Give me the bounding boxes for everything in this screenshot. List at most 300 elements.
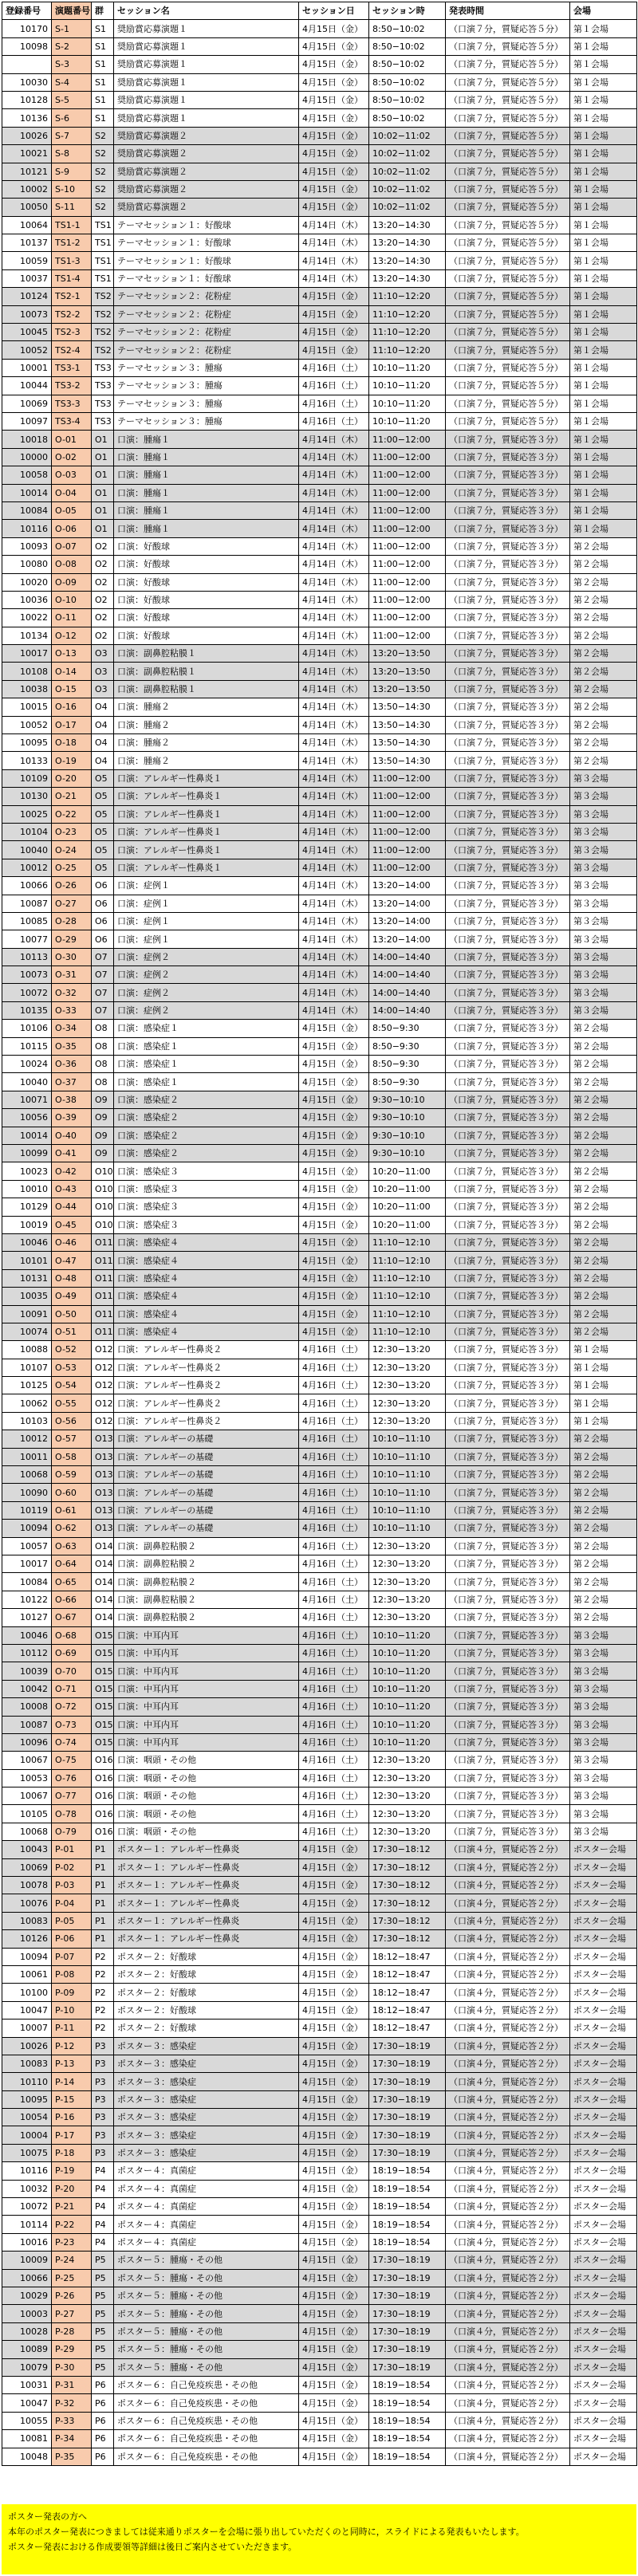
cell-time: 10:10−11:10 <box>369 1520 446 1537</box>
cell-session-name: 口演：感染症３ <box>114 1198 299 1216</box>
cell-code: S-10 <box>52 180 92 198</box>
cell-reg-no: 10094 <box>2 1948 52 1965</box>
cell-venue: ポスター会場 <box>570 2341 637 2358</box>
cell-time: 18:12−18:47 <box>369 2001 446 2019</box>
cell-reg-no: 10017 <box>2 645 52 663</box>
cell-date: 4月16日（土） <box>299 1769 369 1787</box>
cell-slot: （口演４分，質疑応答２分） <box>446 2090 570 2108</box>
cell-venue: 第１会場 <box>570 145 637 163</box>
cell-session-name: 口演：感染症４ <box>114 1323 299 1340</box>
cell-group: O15 <box>92 1733 114 1751</box>
cell-venue: 第３会場 <box>570 1752 637 1769</box>
cell-code: O-66 <box>52 1591 92 1608</box>
note-body: 本年のポスター発表につきましては従来通りポスターを会場に張り出していただくのと同時に，スライドによる発表もいたします。 <box>8 2527 525 2537</box>
table-row <box>2 288 637 305</box>
cell-session-name: 口演：アレルギー性鼻炎１ <box>114 788 299 805</box>
cell-venue: ポスター会場 <box>570 2252 637 2269</box>
cell-code: O-77 <box>52 1787 92 1805</box>
table-row <box>2 2180 637 2197</box>
cell-reg-no: 10106 <box>2 1020 52 1037</box>
cell-slot: （口演７分，質疑応答３分） <box>446 1180 570 1198</box>
cell-time: 13:20−14:30 <box>369 252 446 269</box>
cell-date: 4月15日（金） <box>299 2020 369 2037</box>
cell-date: 4月15日（金） <box>299 1145 369 1162</box>
table-row <box>2 91 637 108</box>
cell-code: P-03 <box>52 1877 92 1894</box>
cell-slot: （口演７分，質疑応答３分） <box>446 877 570 895</box>
cell-group: P1 <box>92 1841 114 1858</box>
cell-session-name: 口演：アレルギー性鼻炎１ <box>114 805 299 823</box>
cell-group: P4 <box>92 2198 114 2216</box>
cell-session-name: ポスター２：好酸球 <box>114 1965 299 1983</box>
cell-venue: 第２会場 <box>570 556 637 573</box>
table-row <box>2 2144 637 2161</box>
cell-session-name: 口演：好酸球 <box>114 573 299 591</box>
cell-venue: 第２会場 <box>570 1305 637 1323</box>
cell-reg-no: 10104 <box>2 823 52 840</box>
cell-group: O2 <box>92 609 114 627</box>
cell-session-name: 口演：アレルギー性鼻炎２ <box>114 1394 299 1412</box>
cell-session-name: ポスター５：腫瘍・その他 <box>114 2305 299 2322</box>
cell-session-name: 口演：感染症４ <box>114 1252 299 1269</box>
cell-code: TS2-1 <box>52 288 92 305</box>
cell-reg-no: 10087 <box>2 1716 52 1733</box>
table-row <box>2 2322 637 2340</box>
cell-time: 11:10−12:10 <box>369 1269 446 1287</box>
cell-group: S1 <box>92 109 114 127</box>
cell-reg-no: 10039 <box>2 1662 52 1680</box>
cell-group: P2 <box>92 1984 114 2001</box>
cell-venue: 第２会場 <box>570 663 637 680</box>
cell-code: P-18 <box>52 2144 92 2161</box>
cell-reg-no: 10019 <box>2 1216 52 1233</box>
table-row <box>2 73 637 91</box>
note-footer: ポスター発表における作成要領等詳細は後日ご案内させていただきます。 <box>8 2542 297 2552</box>
cell-code: O-23 <box>52 823 92 840</box>
cell-code: O-46 <box>52 1233 92 1251</box>
cell-group: P3 <box>92 2126 114 2144</box>
cell-session-name: 口演：副鼻腔粘膜２ <box>114 1555 299 1572</box>
cell-group: O6 <box>92 895 114 912</box>
cell-time: 12:30−13:20 <box>369 1377 446 1394</box>
cell-slot: （口演７分，質疑応答３分） <box>446 1805 570 1823</box>
cell-venue: 第２会場 <box>570 573 637 591</box>
cell-slot: （口演７分，質疑応答３分） <box>446 1698 570 1716</box>
cell-date: 4月15日（金） <box>299 2322 369 2340</box>
cell-venue: 第１会場 <box>570 501 637 519</box>
cell-code: TS2-2 <box>52 305 92 323</box>
cell-time: 17:30−18:19 <box>369 2073 446 2090</box>
cell-time: 18:12−18:47 <box>369 1965 446 1983</box>
cell-time: 17:30−18:19 <box>369 2287 446 2305</box>
cell-venue: 第１会場 <box>570 448 637 466</box>
cell-venue: 第２会場 <box>570 1056 637 1073</box>
cell-reg-no: 10002 <box>2 180 52 198</box>
cell-code: TS1-3 <box>52 252 92 269</box>
cell-date: 4月16日（土） <box>299 377 369 395</box>
cell-date: 4月15日（金） <box>299 1288 369 1305</box>
cell-venue: ポスター会場 <box>570 2109 637 2126</box>
cell-slot: （口演７分，質疑応答３分） <box>446 1823 570 1840</box>
cell-session-name: 奨励賞応募演題１ <box>114 109 299 127</box>
cell-code: S-8 <box>52 145 92 163</box>
cell-date: 4月14日（木） <box>299 252 369 269</box>
cell-date: 4月14日（木） <box>299 769 369 787</box>
cell-group: TS1 <box>92 269 114 287</box>
cell-time: 12:30−13:20 <box>369 1609 446 1626</box>
cell-venue: ポスター会場 <box>570 1858 637 1876</box>
cell-code: O-24 <box>52 841 92 859</box>
cell-venue: 第３会場 <box>570 769 637 787</box>
cell-venue: 第２会場 <box>570 1162 637 1180</box>
cell-session-name: 口演：好酸球 <box>114 627 299 644</box>
cell-reg-no: 10136 <box>2 109 52 127</box>
cell-code: O-75 <box>52 1752 92 1769</box>
cell-venue: 第２会場 <box>570 1180 637 1198</box>
cell-session-name: 口演：腫瘍２ <box>114 698 299 716</box>
cell-group: O11 <box>92 1305 114 1323</box>
cell-venue: 第２会場 <box>570 680 637 698</box>
cell-venue: 第２会場 <box>570 1109 637 1127</box>
cell-group: P3 <box>92 2109 114 2126</box>
cell-slot: （口演７分，質疑応答３分） <box>446 805 570 823</box>
cell-date: 4月15日（金） <box>299 199 369 216</box>
cell-slot: （口演７分，質疑応答３分） <box>446 1573 570 1591</box>
table-row <box>2 1680 637 1697</box>
cell-code: P-01 <box>52 1841 92 1858</box>
cell-reg-no: 10129 <box>2 1198 52 1216</box>
cell-reg-no: 10097 <box>2 412 52 430</box>
cell-reg-no: 10128 <box>2 91 52 108</box>
cell-date: 4月15日（金） <box>299 2109 369 2126</box>
cell-group: O16 <box>92 1769 114 1787</box>
cell-venue: 第１会場 <box>570 377 637 395</box>
cell-session-name: 口演：副鼻腔粘膜２ <box>114 1591 299 1608</box>
cell-session-name: テーマセッション２：花粉症 <box>114 288 299 305</box>
cell-venue: 第１会場 <box>570 234 637 252</box>
cell-code: O-21 <box>52 788 92 805</box>
table-row <box>2 1127 637 1144</box>
table-row <box>2 859 637 876</box>
cell-time: 17:30−18:19 <box>369 2341 446 2358</box>
cell-slot: （口演７分，質疑応答５分） <box>446 37 570 55</box>
col-code: 演題番号 <box>52 2 92 20</box>
cell-group: O14 <box>92 1573 114 1591</box>
cell-time: 11:00−12:00 <box>369 627 446 644</box>
cell-slot: （口演４分，質疑応答２分） <box>446 2341 570 2358</box>
cell-reg-no: 10115 <box>2 1037 52 1055</box>
cell-reg-no: 10103 <box>2 1412 52 1430</box>
cell-date: 4月14日（木） <box>299 609 369 627</box>
cell-date: 4月14日（木） <box>299 698 369 716</box>
table-row <box>2 1305 637 1323</box>
cell-date: 4月16日（土） <box>299 1644 369 1662</box>
cell-reg-no: 10134 <box>2 627 52 644</box>
cell-time: 8:50−10:02 <box>369 109 446 127</box>
cell-venue: 第２会場 <box>570 716 637 733</box>
cell-venue: 第２会場 <box>570 1216 637 1233</box>
cell-date: 4月16日（土） <box>299 1680 369 1697</box>
cell-slot: （口演７分，質疑応答３分） <box>446 1733 570 1751</box>
cell-date: 4月14日（木） <box>299 877 369 895</box>
cell-code: TS1-1 <box>52 216 92 234</box>
table-row <box>2 1877 637 1894</box>
table-row <box>2 841 637 859</box>
cell-slot: （口演７分，質疑応答３分） <box>446 1769 570 1787</box>
cell-slot: （口演７分，質疑応答３分） <box>446 609 570 627</box>
table-row <box>2 1769 637 1787</box>
cell-group: O10 <box>92 1162 114 1180</box>
cell-venue: 第３会場 <box>570 805 637 823</box>
cell-slot: （口演４分，質疑応答２分） <box>446 2216 570 2233</box>
cell-group: O3 <box>92 645 114 663</box>
cell-group: O12 <box>92 1412 114 1430</box>
cell-venue: ポスター会場 <box>570 2073 637 2090</box>
cell-date: 4月15日（金） <box>299 2180 369 2197</box>
cell-code: S-11 <box>52 199 92 216</box>
cell-group: O5 <box>92 859 114 876</box>
cell-time: 11:00−12:00 <box>369 788 446 805</box>
cell-venue: 第１会場 <box>570 1412 637 1430</box>
cell-slot: （口演４分，質疑応答２分） <box>446 2126 570 2144</box>
cell-time: 13:20−13:50 <box>369 680 446 698</box>
cell-reg-no: 10068 <box>2 1823 52 1840</box>
cell-code: P-24 <box>52 2252 92 2269</box>
cell-session-name: 口演：感染症３ <box>114 1216 299 1233</box>
cell-session-name: ポスター１：アレルギー性鼻炎 <box>114 1894 299 1912</box>
table-row <box>2 1912 637 1929</box>
table-row <box>2 573 637 591</box>
cell-code: S-5 <box>52 91 92 108</box>
cell-group: P2 <box>92 1965 114 1983</box>
cell-time: 17:30−18:12 <box>369 1894 446 1912</box>
cell-group: O15 <box>92 1626 114 1644</box>
cell-reg-no: 10053 <box>2 1769 52 1787</box>
cell-group: P3 <box>92 2055 114 2072</box>
cell-slot: （口演４分，質疑応答２分） <box>446 2198 570 2216</box>
cell-time: 18:12−18:47 <box>369 1948 446 1965</box>
cell-time: 17:30−18:19 <box>369 2126 446 2144</box>
cell-date: 4月15日（金） <box>299 2269 369 2287</box>
cell-session-name: ポスター３：感染症 <box>114 2055 299 2072</box>
cell-code: P-30 <box>52 2358 92 2376</box>
cell-time: 14:00−14:40 <box>369 1001 446 1019</box>
cell-slot: （口演７分，質疑応答３分） <box>446 1591 570 1608</box>
cell-date: 4月14日（木） <box>299 448 369 466</box>
cell-venue: 第３会場 <box>570 984 637 1001</box>
cell-date: 4月15日（金） <box>299 2090 369 2108</box>
cell-time: 8:50−9:30 <box>369 1056 446 1073</box>
cell-venue: 第２会場 <box>570 1091 637 1108</box>
cell-reg-no: 10009 <box>2 2252 52 2269</box>
cell-code: O-59 <box>52 1466 92 1484</box>
cell-slot: （口演４分，質疑応答２分） <box>446 1877 570 1894</box>
cell-time: 12:30−13:20 <box>369 1537 446 1555</box>
cell-time: 12:30−13:20 <box>369 1555 446 1572</box>
cell-date: 4月15日（金） <box>299 2448 369 2465</box>
cell-reg-no: 10055 <box>2 2412 52 2429</box>
cell-code: O-43 <box>52 1180 92 1198</box>
cell-slot: （口演７分，質疑応答３分） <box>446 1555 570 1572</box>
cell-slot: （口演７分，質疑応答５分） <box>446 341 570 359</box>
cell-session-name: ポスター４：真菌症 <box>114 2233 299 2251</box>
cell-reg-no: 10078 <box>2 1877 52 1894</box>
cell-venue: 第３会場 <box>570 1698 637 1716</box>
cell-date: 4月15日（金） <box>299 2412 369 2429</box>
cell-group: O10 <box>92 1180 114 1198</box>
cell-time: 10:10−11:10 <box>369 1430 446 1448</box>
cell-time: 18:19−18:54 <box>369 2180 446 2197</box>
cell-slot: （口演７分，質疑応答３分） <box>446 1787 570 1805</box>
cell-time: 13:20−14:30 <box>369 216 446 234</box>
cell-slot: （口演４分，質疑応答２分） <box>446 2322 570 2340</box>
cell-code: O-16 <box>52 698 92 716</box>
cell-venue: ポスター会場 <box>570 2216 637 2233</box>
cell-session-name: 奨励賞応募演題２ <box>114 180 299 198</box>
cell-date: 4月16日（土） <box>299 412 369 430</box>
cell-slot: （口演４分，質疑応答２分） <box>446 2305 570 2322</box>
cell-code: O-65 <box>52 1573 92 1591</box>
cell-code: O-12 <box>52 627 92 644</box>
cell-time: 13:20−14:30 <box>369 269 446 287</box>
cell-time: 11:10−12:10 <box>369 1252 446 1269</box>
cell-date: 4月15日（金） <box>299 1073 369 1091</box>
cell-code: O-13 <box>52 645 92 663</box>
cell-time: 14:00−14:40 <box>369 948 446 966</box>
cell-group: P4 <box>92 2216 114 2233</box>
cell-code: O-54 <box>52 1377 92 1394</box>
table-row <box>2 788 637 805</box>
cell-time: 11:00−12:00 <box>369 573 446 591</box>
cell-venue: 第１会場 <box>570 37 637 55</box>
cell-venue: 第１会場 <box>570 91 637 108</box>
cell-venue: ポスター会場 <box>570 2180 637 2197</box>
cell-time: 18:19−18:54 <box>369 2233 446 2251</box>
cell-group: O8 <box>92 1037 114 1055</box>
cell-time: 13:50−14:30 <box>369 734 446 752</box>
cell-slot: （口演７分，質疑応答５分） <box>446 234 570 252</box>
cell-session-name: ポスター５：腫瘍・その他 <box>114 2322 299 2340</box>
cell-time: 18:12−18:47 <box>369 1984 446 2001</box>
cell-slot: （口演７分，質疑応答３分） <box>446 698 570 716</box>
cell-venue: 第１会場 <box>570 466 637 484</box>
cell-group: O11 <box>92 1233 114 1251</box>
cell-slot: （口演７分，質疑応答３分） <box>446 1145 570 1162</box>
cell-session-name: 口演：感染症４ <box>114 1233 299 1251</box>
table-row <box>2 37 637 55</box>
cell-venue: 第３会場 <box>570 859 637 876</box>
cell-group: P6 <box>92 2430 114 2448</box>
table-row <box>2 2037 637 2055</box>
cell-session-name: 口演：好酸球 <box>114 609 299 627</box>
table-row <box>2 2109 637 2126</box>
cell-date: 4月16日（土） <box>299 1484 369 1501</box>
cell-reg-no: 10026 <box>2 2037 52 2055</box>
cell-venue: 第３会場 <box>570 1680 637 1697</box>
cell-reg-no: 10030 <box>2 73 52 91</box>
cell-code: O-14 <box>52 663 92 680</box>
table-row <box>2 341 637 359</box>
cell-reg-no: 10084 <box>2 501 52 519</box>
cell-date: 4月15日（金） <box>299 1198 369 1216</box>
cell-session-name: 口演：副鼻腔粘膜１ <box>114 645 299 663</box>
cell-session-name: ポスター５：腫瘍・その他 <box>114 2287 299 2305</box>
cell-venue: 第２会場 <box>570 1466 637 1484</box>
cell-group: S1 <box>92 73 114 91</box>
cell-time: 12:30−13:20 <box>369 1752 446 1769</box>
cell-slot: （口演７分，質疑応答５分） <box>446 145 570 163</box>
cell-time: 17:30−18:19 <box>369 2252 446 2269</box>
cell-reg-no: 10113 <box>2 948 52 966</box>
cell-slot: （口演４分，質疑応答２分） <box>446 2233 570 2251</box>
cell-venue: 第２会場 <box>570 1448 637 1465</box>
cell-date: 4月16日（土） <box>299 1448 369 1465</box>
cell-code: S-9 <box>52 163 92 180</box>
cell-slot: （口演７分，質疑応答３分） <box>446 1662 570 1680</box>
cell-date: 4月15日（金） <box>299 37 369 55</box>
cell-venue: 第３会場 <box>570 823 637 840</box>
cell-session-name: ポスター６：自己免疫疾患・その他 <box>114 2430 299 2448</box>
table-row <box>2 1930 637 1948</box>
cell-group: P1 <box>92 1877 114 1894</box>
cell-slot: （口演４分，質疑応答２分） <box>446 2287 570 2305</box>
table-row <box>2 1733 637 1751</box>
table-row <box>2 305 637 323</box>
cell-date: 4月15日（金） <box>299 1162 369 1180</box>
cell-venue: 第１会場 <box>570 305 637 323</box>
cell-code: O-47 <box>52 1252 92 1269</box>
cell-time: 11:00−12:00 <box>369 484 446 501</box>
cell-venue: ポスター会場 <box>570 2376 637 2393</box>
cell-reg-no: 10001 <box>2 359 52 376</box>
table-row <box>2 716 637 733</box>
cell-code: O-02 <box>52 448 92 466</box>
cell-reg-no: 10018 <box>2 431 52 448</box>
cell-time: 13:20−14:00 <box>369 912 446 930</box>
cell-reg-no: 10058 <box>2 466 52 484</box>
cell-session-name: ポスター３：感染症 <box>114 2126 299 2144</box>
cell-code: O-48 <box>52 1269 92 1287</box>
cell-group: O14 <box>92 1555 114 1572</box>
cell-group: O4 <box>92 752 114 769</box>
cell-code: O-73 <box>52 1716 92 1733</box>
cell-date: 4月16日（土） <box>299 1787 369 1805</box>
cell-reg-no: 10023 <box>2 1162 52 1180</box>
cell-reg-no: 10040 <box>2 1073 52 1091</box>
cell-slot: （口演４分，質疑応答２分） <box>446 1965 570 1983</box>
cell-slot: （口演４分，質疑応答２分） <box>446 2162 570 2180</box>
cell-time: 18:19−18:54 <box>369 2394 446 2412</box>
cell-venue: 第２会場 <box>570 1323 637 1340</box>
cell-reg-no: 10091 <box>2 1305 52 1323</box>
cell-slot: （口演４分，質疑応答２分） <box>446 1841 570 1858</box>
cell-slot: （口演７分，質疑応答３分） <box>446 912 570 930</box>
cell-time: 17:30−18:12 <box>369 1930 446 1948</box>
cell-session-name: 奨励賞応募演題１ <box>114 91 299 108</box>
cell-reg-no: 10100 <box>2 1984 52 2001</box>
cell-slot: （口演７分，質疑応答３分） <box>446 1001 570 1019</box>
cell-slot: （口演７分，質疑応答３分） <box>446 1233 570 1251</box>
cell-time: 11:00−12:00 <box>369 448 446 466</box>
cell-session-name: 奨励賞応募演題２ <box>114 127 299 144</box>
cell-reg-no <box>2 56 52 73</box>
cell-slot: （口演７分，質疑応答３分） <box>446 1037 570 1055</box>
cell-venue: 第３会場 <box>570 1644 637 1662</box>
table-row <box>2 609 637 627</box>
cell-code: O-57 <box>52 1430 92 1448</box>
cell-session-name: 口演：アレルギーの基礎 <box>114 1430 299 1448</box>
cell-time: 17:30−18:19 <box>369 2305 446 2322</box>
